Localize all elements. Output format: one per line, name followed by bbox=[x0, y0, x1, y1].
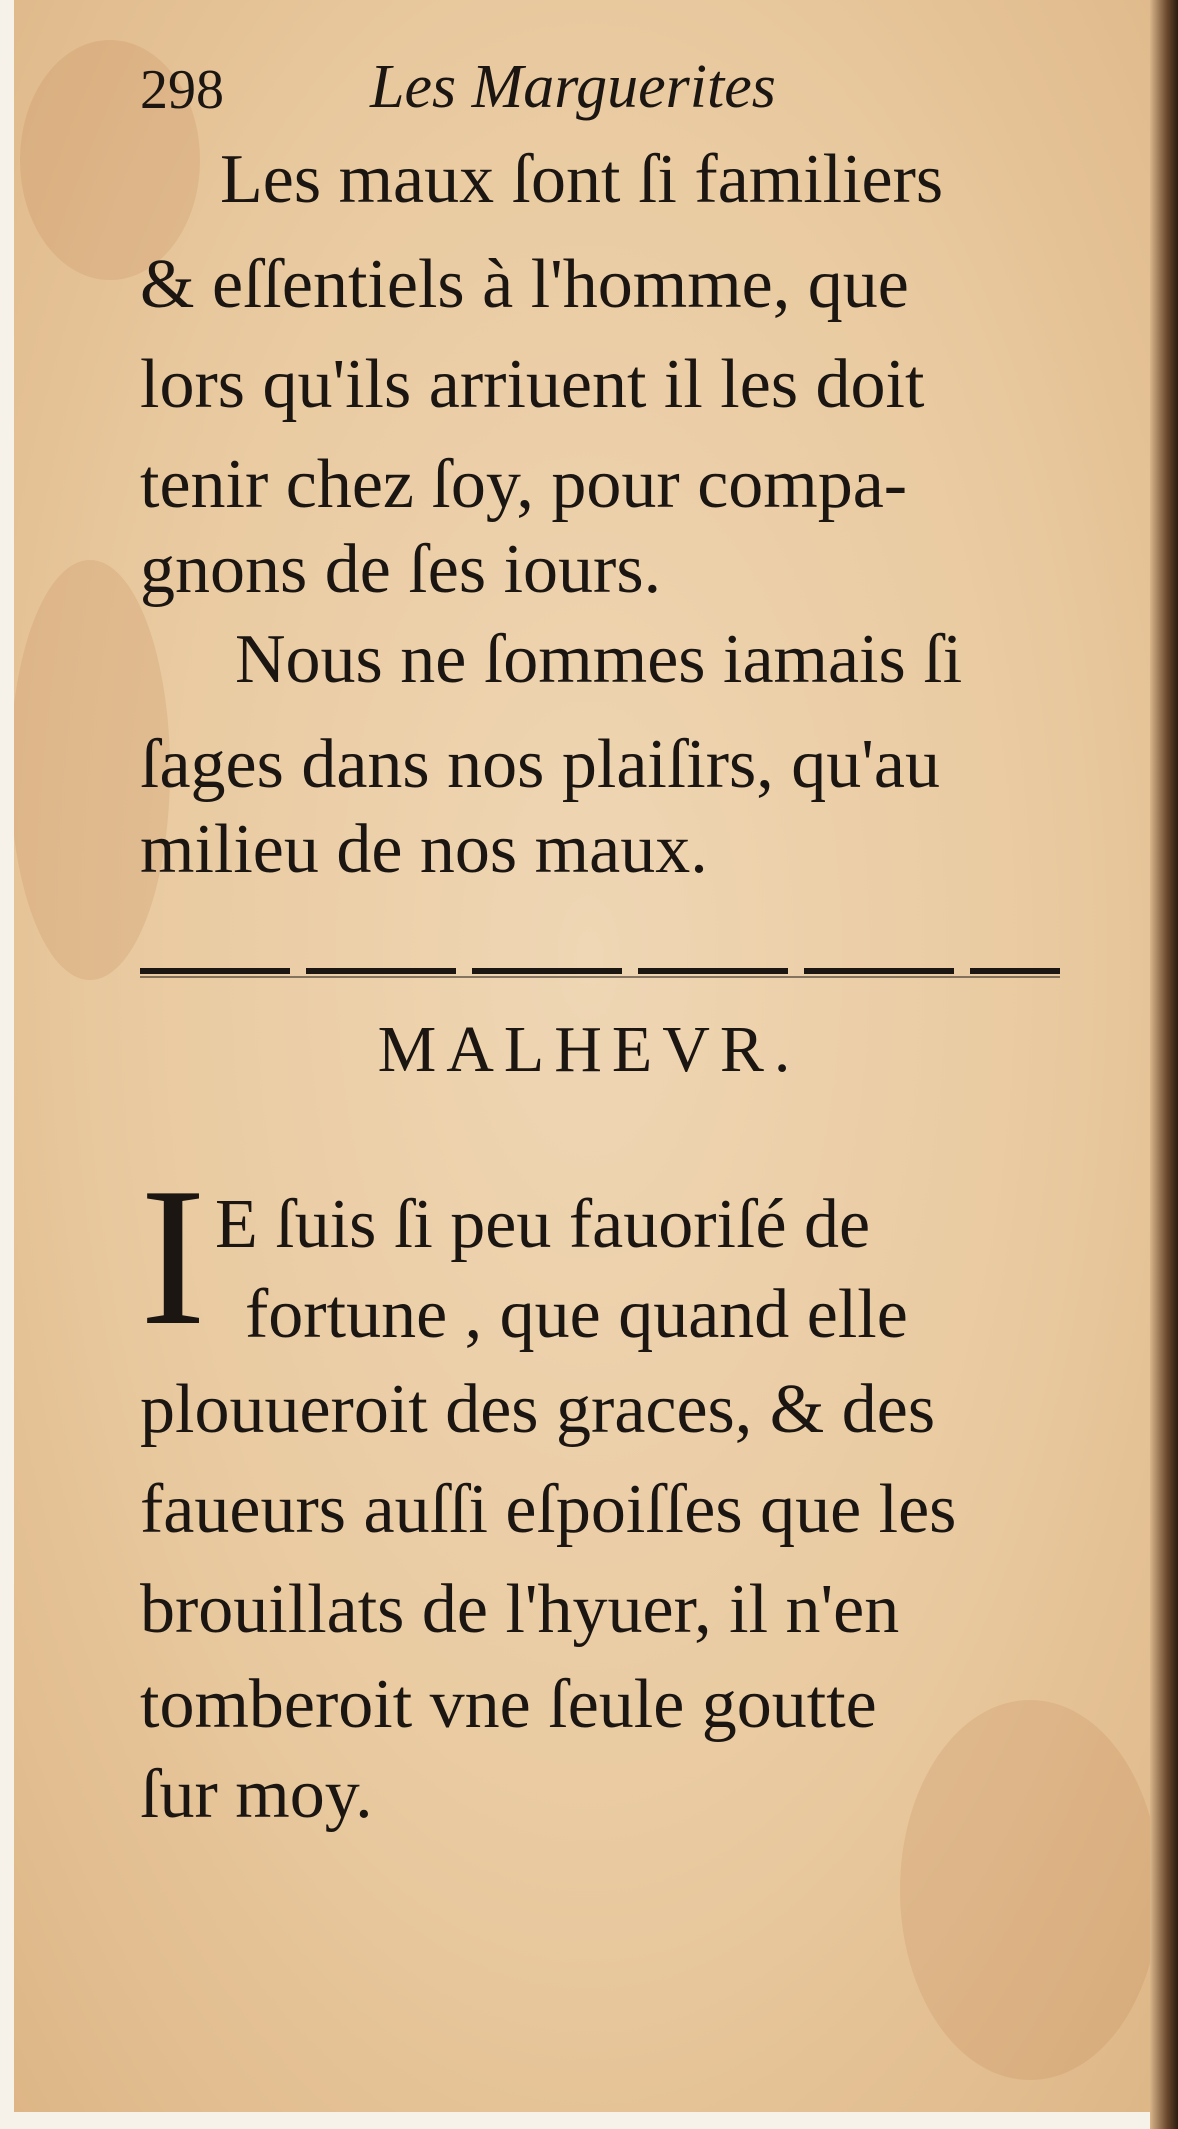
maxim2-line: milieu de nos maux. bbox=[140, 811, 708, 888]
section-title: MALHEVR. bbox=[377, 1013, 801, 1086]
maxim1-line: gnons de ſes iours. bbox=[140, 531, 662, 608]
paragraph-line: plouueroit des graces, & des bbox=[140, 1371, 936, 1448]
paragraph-line: faueurs auſſi eſpoiſſes que les bbox=[140, 1471, 957, 1548]
paragraph-line: ſur moy. bbox=[140, 1756, 373, 1833]
running-title: Les Marguerites bbox=[370, 53, 776, 121]
maxim2-line: ſages dans nos plaiſirs, qu'au bbox=[140, 726, 940, 803]
paragraph-line: fortune , que quand elle bbox=[245, 1276, 908, 1353]
paragraph-line: tomberoit vne ſeule goutte bbox=[140, 1666, 877, 1743]
foxing-stain bbox=[900, 1700, 1160, 2080]
maxim1-line: tenir chez ſoy, pour compa- bbox=[140, 446, 908, 523]
maxim1-line: lors qu'ils arriuent il les doit bbox=[140, 346, 925, 423]
maxim1-line: Les maux ſont ſi familiers bbox=[220, 141, 944, 218]
paragraph-line: brouillats de l'hyuer, il n'en bbox=[140, 1571, 900, 1648]
scan-bottom-margin bbox=[0, 2112, 1178, 2129]
section-divider bbox=[140, 968, 1060, 974]
paragraph-line: E ſuis ſi peu fauoriſé de bbox=[215, 1186, 871, 1263]
page-number: 298 bbox=[140, 59, 224, 121]
section-divider-underline bbox=[140, 976, 1060, 978]
maxim1-line: & eſſentiels à l'homme, que bbox=[140, 246, 909, 323]
drop-cap: I bbox=[140, 1147, 206, 1366]
maxim2-line: Nous ne ſommes iamais ſi bbox=[235, 621, 963, 698]
